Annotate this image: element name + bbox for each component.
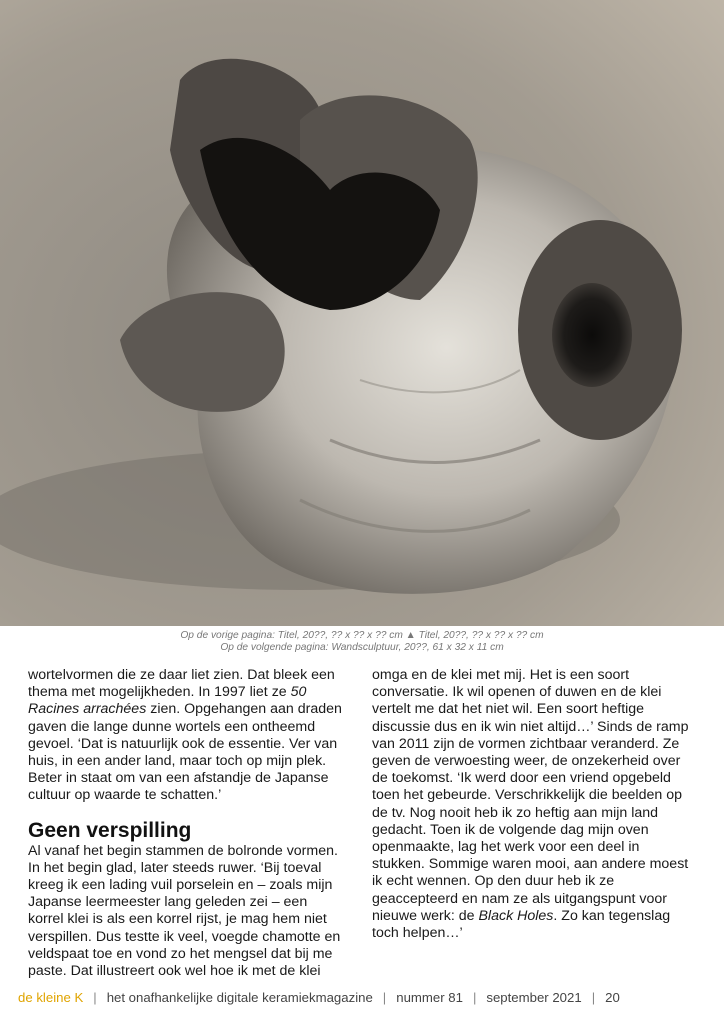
page-number: 20 <box>605 990 620 1005</box>
paragraph: Al vanaf het begin stammen de bolronde vormen. In het begin glad, later steeds ruwer. ‘Bij toeval kreeg ik een lading vuil porselein en – zoals mijn Japanse leermeester lang geleden zei – een korrel klei is als een korrel rijst, je mag hem niet verspillen. Dus testte ik veel, voegde chamotte en veldspaat toe en vond zo het mengsel dat bij me paste. Dat illustreert ook wel hoe ik met de klei <box>28 842 341 980</box>
separator: | <box>472 990 477 1005</box>
right-column <box>372 667 694 942</box>
text-run: wortelvormen die ze daar liet zien. Dat bleek een thema met mogelijkheden. In 1997 liet ze <box>28 667 335 701</box>
separator: | <box>591 990 596 1005</box>
magazine-tagline: het onafhankelijke digitale keramiekmagazine <box>106 990 373 1005</box>
separator: | <box>93 990 97 1005</box>
text-run: zien. Opgehangen aan draden gaven die lange dunne wortels een ontheemd gevoel. ‘Dat is natuurlijk ook de essentie. Ver van huis, in een ander land, maar toch op mijn plek. Beter in staat om van een afstandje de Japanse cultuur op waarde te schatten.’ <box>28 701 342 804</box>
paragraph <box>28 667 346 805</box>
page-footer <box>18 990 708 1005</box>
text-run: . Zo kan tegenslag toch helpen…’ <box>372 907 671 942</box>
magazine-brand: de kleine K <box>18 990 84 1005</box>
caption-line-2: Op de volgende pagina: Wandsculptuur, 20??, 61 x 32 x 11 cm <box>220 642 504 653</box>
issue-date: september 2021 <box>486 990 582 1005</box>
paragraph <box>372 667 694 942</box>
text-run: omga en de klei met mij. Het is een soort conversatie. Ik wil openen of duwen en de klei vertelt me dat het niet wil. Een soort heftige discussie dus en ik win niet altijd…’ Sinds de ramp van 2011 zijn de vormen zichtbaar veranderd. Ze geven de verwoesting weer, de onzekerheid over de toekomst. ‘Ik werd door een vriend opgebeld toen het gebeurde. Verschrikkelijk die beelden op de tv. Nog nooit heb ik zo heftig aan mijn land gedacht. Toen ik de volgende dag mijn oven openmaakte, lag het werk voor een deel in stukken. Sommige waren mooi, aan andere moest ik echt wennen. Op den duur heb ik ze geaccepteerd en nam ze als uitgangspunt voor nieuwe werk: de <box>372 667 689 924</box>
photo-caption <box>0 630 724 654</box>
caption-line-1: Op de vorige pagina: Titel, 20??, ?? x ?? x ?? cm ▲ Titel, 20??, ?? x ?? x ?? cm <box>180 630 544 641</box>
italic-title: 50 Racines arrachées <box>28 684 307 718</box>
section-heading: Geen verspilling <box>28 818 192 842</box>
italic-title: Black Holes <box>478 907 554 924</box>
left-column <box>28 667 346 980</box>
separator: | <box>382 990 387 1005</box>
issue-number: nummer 81 <box>396 990 463 1005</box>
